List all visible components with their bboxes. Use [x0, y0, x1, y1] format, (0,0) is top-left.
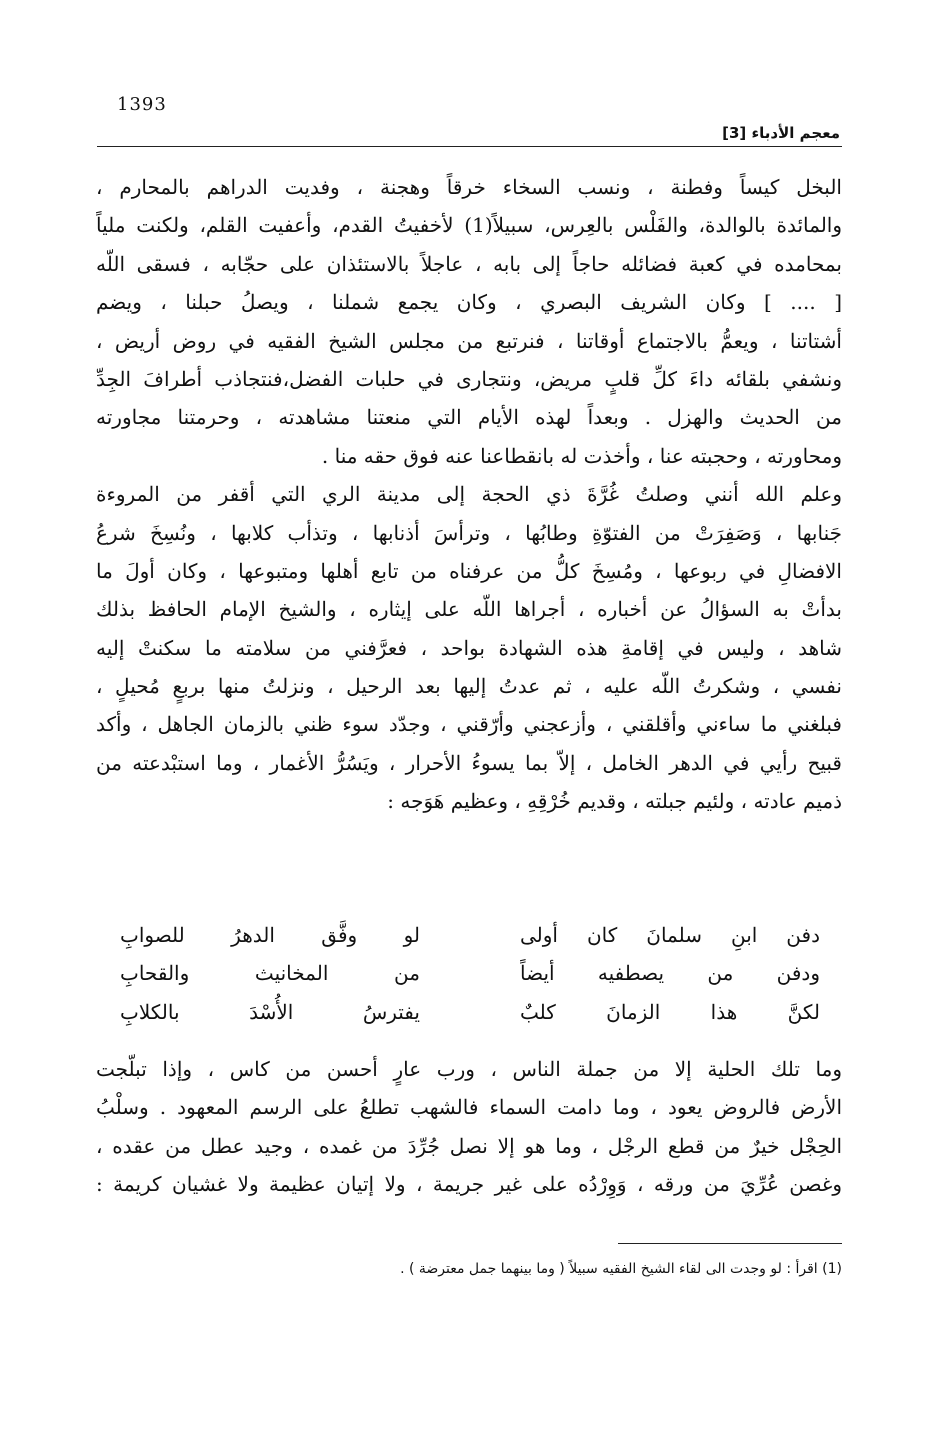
text-line: الأرض فالروض يعود ، وما دامت السماء فالشهب تطلعُ على الرسم المعهود . وسلْبُ — [96, 1095, 842, 1120]
first-hemistich: ودفن من يصطفيه أيضاً — [520, 961, 820, 986]
body-text-after-poem — [96, 1050, 842, 1204]
second-hemistich: لو وفَّق الدهرُ للصوابِ — [120, 923, 420, 947]
text-line: الافضالِ في ربوعها ، ومُسِخَ كلُّ من عرفناه من تابع أهلها ومتبوعها ، وكان أولَ ما — [96, 558, 842, 583]
text-line: ونشفي بلقائه داءَ كلِّ قلبٍ مريض، ونتجارى في حلبات الفضل،فنتجاذب أطرافَ الجِدِّ — [96, 366, 842, 391]
header-rule — [97, 146, 842, 147]
poem-verse — [120, 954, 820, 992]
footnote-rule — [618, 1243, 842, 1244]
body-text — [96, 168, 842, 821]
text-line: نفسي ، وشكرتُ اللّه عليه ، ثم عدتُ إليها بعد الرحيل ، ونزلتُ منها بربعٍ مُحيلٍ ، — [96, 674, 842, 699]
footnote: (1) اقرأ : لو وجدت الى لقاء الشيخ الفقيه سبيلاً ( وما بينهما جمل معترضة ) . — [400, 1261, 842, 1277]
text-line: الحِجْل خيرٌ من قطع الرجْل ، وما هو إلا نصل جُرِّدَ من غمده ، وجيد عطل من عقده ، — [96, 1133, 842, 1158]
text-line: بمحامده في كعبة فضائله حاجاً إلى بابه ، عاجلاً بالاستئذان على حجّابه ، فسقى اللّه — [96, 251, 842, 276]
poem — [120, 916, 820, 1031]
text-line: البخل كيساً وفطنة ، ونسب السخاء خرقاً وهجنة ، وفديت الدراهم بالمحارم ، — [96, 175, 842, 199]
text-line: بدأتْ به السؤالُ عن أخباره ، أجراها اللّه على إيثاره ، والشيخ الإمام الحافظ بذلك — [96, 597, 842, 622]
first-hemistich: دفن ابنِ سلمانَ كان أولى — [520, 923, 820, 947]
text-line: وغصن عُرِّيَ من ورقه ، وَوِرْدُه على غير جريمة ، ولا إتيان عظيمة ولا غشيان كريمة : — [96, 1172, 842, 1197]
text-line: شاهد ، وليس في إقامةِ هذه الشهادة بواحد ، فعرَّفني من سلامته ما سكنتْ إليه — [96, 635, 842, 660]
page-number: 1393 — [117, 94, 167, 115]
second-hemistich: من المخانيث والقحابِ — [120, 961, 420, 986]
running-title: معجم الأدباء [3] — [722, 124, 840, 142]
second-hemistich: يفترسُ الأُسْدَ بالكلابِ — [120, 999, 420, 1024]
text-line: قبيح رأيي في الدهر الخامل ، إلاّ بما يسوءُ الأحرار ، ويَسُرُّ الأغمار ، وما استبْدعته من — [96, 750, 842, 775]
text-line: فبلغني ما ساءني وأقلقني ، وأزعجني وأرّقني ، وجدّد سوء ظني بالزمان الجاهل ، وأكد — [96, 712, 842, 737]
text-line: من الحديث والهزل . وبعداً لهذه الأيام التي منعتنا مشاهدته ، وحرمتنا مجاورته — [96, 405, 842, 430]
text-line: ومحاورته ، وحجبته عنا ، وأخذت له بانقطاعنا عنه فوق حقه منا . — [321, 443, 842, 468]
text-line: وعلم الله أنني وصلتُ غُرَّةَ ذي الحجة إلى مدينة الري التي أقفر من المروءة — [96, 482, 842, 507]
text-line: وما تلك الحلية إلا من جملة الناس ، ورب عارٍ أحسن من كاس ، وإذا تبلّجت — [96, 1057, 842, 1081]
text-line: [ .... ] وكان الشريف البصري ، وكان يجمع شملنا ، ويصلُ حبلنا ، ويضم — [96, 290, 842, 315]
text-line: ذميم عادته ، ولئيم جبلته ، وقديم خُرْقِهِ ، وعظيم هَوَجه : — [387, 789, 842, 814]
text-line: جَنابها ، وَصَفِرَتْ من الفتوّةِ وطابُها ، وترأسَ أذنابها ، وتذأب كلابها ، ونُسِخَ شرعُ — [96, 520, 842, 545]
poem-verse — [120, 916, 820, 954]
text-line: أشتاتنا ، ويعمُّ بالاجتماع أوقاتنا ، فنرتبع من مجلس الشيخ الفقيه في روض أريض ، — [96, 328, 842, 353]
poem-verse — [120, 993, 820, 1031]
first-hemistich: لكنَّ هذا الزمانَ كلبٌ — [520, 999, 820, 1024]
text-line: والمائدة بالوالدة، والفَلْس بالعِرس، سبيلاً(1) لأخفيتُ القدم، وأعفيت القلم، ولكنت ملياً — [96, 213, 842, 238]
